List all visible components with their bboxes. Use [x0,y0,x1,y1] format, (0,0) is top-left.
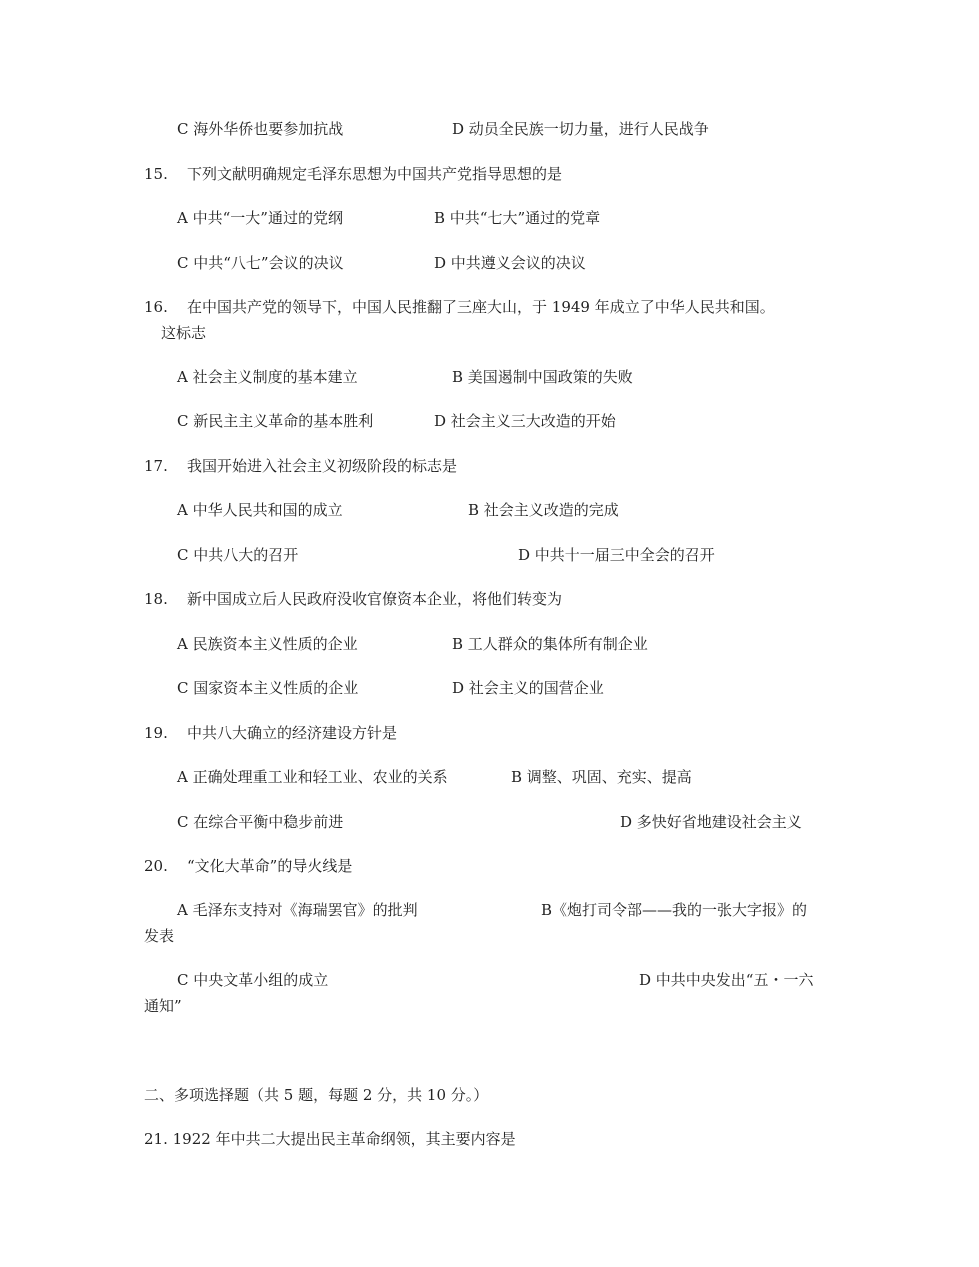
q15-option-c: C 中共“八七”会议的决议 [177,254,344,272]
q16-number: 16. [144,298,168,316]
q17-stem-line [144,455,457,477]
q20-option-a: A 毛泽东支持对《海瑞罢官》的批判 [177,901,418,919]
q18-option-c: C 国家资本主义性质的企业 [177,679,359,697]
q17-option-a: A 中华人民共和国的成立 [177,501,343,519]
q16-option-b: B 美国遏制中国政策的失败 [452,368,633,386]
section2-heading: 二、多项选择题（共 5 题，每题 2 分，共 10 分。） [144,1086,489,1104]
q17-option-b: B 社会主义改造的完成 [468,501,619,519]
q17-stem: 我国开始进入社会主义初级阶段的标志是 [187,457,458,475]
q19-option-c: C 在综合平衡中稳步前进 [177,813,344,831]
q17-number: 17. [144,457,168,475]
q20-stem-line [144,855,352,877]
q16-option-d: D 社会主义三大改造的开始 [434,412,616,430]
q20-option-d-cont: 通知” [144,997,182,1015]
q20-option-b: B《炮打司令部——我的一张大字报》的 [541,901,808,919]
q18-option-d: D 社会主义的国营企业 [452,679,604,697]
q20-option-b-cont: 发表 [144,927,175,945]
q18-option-b: B 工人群众的集体所有制企业 [452,635,648,653]
q14-option-d: D 动员全民族一切力量，进行人民战争 [452,120,709,138]
q15-number: 15. [144,165,168,183]
q19-stem-line [144,722,397,744]
q16-stem-cont: 这标志 [161,324,207,342]
q16-stem-line [144,296,775,318]
q19-option-a: A 正确处理重工业和轻工业、农业的关系 [177,768,448,786]
q20-option-d: D 中共中央发出“五・一六 [639,971,814,989]
q15-option-d: D 中共遵义会议的决议 [434,254,586,272]
q16-option-a: A 社会主义制度的基本建立 [177,368,358,386]
q15-stem: 下列文献明确规定毛泽东思想为中国共产党指导思想的是 [187,165,563,183]
q14-option-c: C 海外华侨也要参加抗战 [177,120,344,138]
q19-stem: 中共八大确立的经济建设方针是 [187,724,398,742]
q16-option-c: C 新民主主义革命的基本胜利 [177,412,374,430]
q21-stem: 21. 1922 年中共二大提出民主革命纲领，其主要内容是 [144,1130,516,1148]
q19-option-d: D 多快好省地建设社会主义 [620,813,802,831]
q15-option-b: B 中共“七大”通过的党章 [434,209,601,227]
q20-option-c: C 中央文革小组的成立 [177,971,329,989]
q20-number: 20. [144,857,168,875]
q18-stem: 新中国成立后人民政府没收官僚资本企业，将他们转变为 [187,590,563,608]
q15-stem-line [144,163,562,185]
q17-option-c: C 中共八大的召开 [177,546,299,564]
q19-option-b: B 调整、巩固、充实、提高 [511,768,692,786]
q18-stem-line [144,588,562,610]
q16-stem: 在中国共产党的领导下，中国人民推翻了三座大山，于 1949 年成立了中华人民共和国。 [187,298,775,316]
q19-number: 19. [144,724,168,742]
q20-stem: “文化大革命”的导火线是 [187,857,353,875]
q18-number: 18. [144,590,168,608]
q18-option-a: A 民族资本主义性质的企业 [177,635,358,653]
q17-option-d: D 中共十一届三中全会的召开 [518,546,715,564]
q15-option-a: A 中共“一大”通过的党纲 [177,209,343,227]
